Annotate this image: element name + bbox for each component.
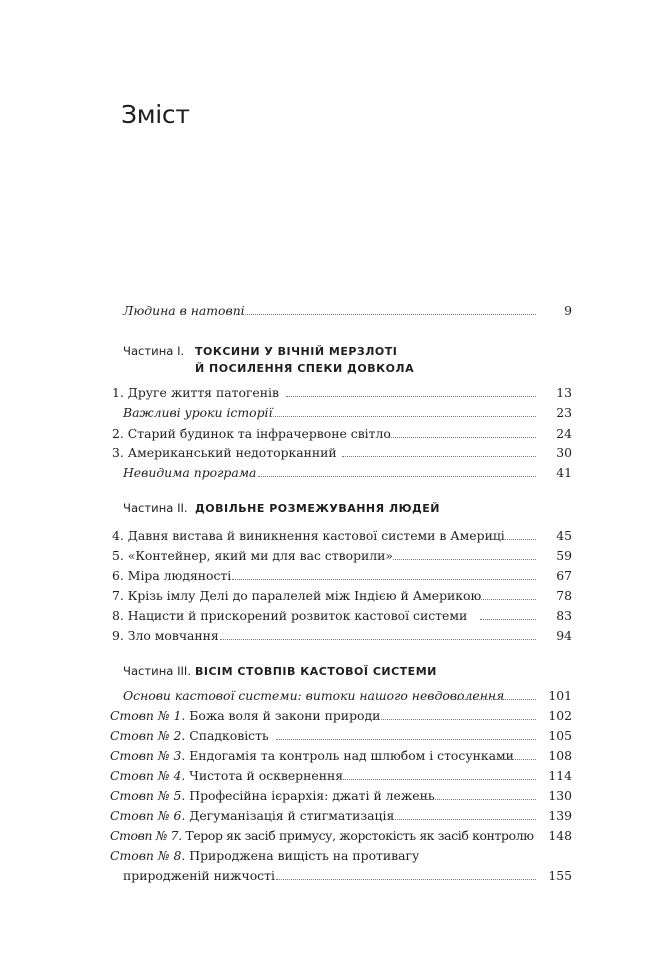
toc-entry-title: Людина в натовпі xyxy=(123,303,245,318)
toc-page-number: 83 xyxy=(556,608,572,623)
toc-page-number: 155 xyxy=(548,868,572,883)
toc-entry[interactable] xyxy=(0,403,668,423)
toc-page-number: 41 xyxy=(556,465,572,480)
pillar-title: Терор як засіб примусу, жорстокість як засіб контролю xyxy=(185,828,534,843)
toc-entry[interactable] xyxy=(0,726,668,746)
toc-entry-title: 7. Крізь імлу Делі до паралелей між Індією й Америкою xyxy=(112,588,482,603)
toc-page-number: 78 xyxy=(556,588,572,603)
part-title: ДОВІЛЬНЕ РОЗМЕЖУВАННЯ ЛЮДЕЙ xyxy=(195,502,441,515)
toc-page-number: 105 xyxy=(548,728,572,743)
dot-leader xyxy=(258,476,536,477)
part-label: Частина III. xyxy=(123,664,192,678)
toc-entry-title: Невидима програма xyxy=(123,465,257,480)
pillar-label: Стовп № 1. xyxy=(110,708,186,723)
toc-entry[interactable] xyxy=(0,806,668,826)
toc-entry[interactable] xyxy=(0,586,668,606)
toc-entry[interactable] xyxy=(0,424,668,444)
toc-entry-title xyxy=(110,726,269,746)
part-title-line2: Й ПОСИЛЕННЯ СПЕКИ ДОВКОЛА xyxy=(195,362,415,375)
part-title: ВІСІМ СТОВПІВ КАСТОВОЇ СИСТЕМИ xyxy=(195,665,437,678)
pillar-title: Божа воля й закони природи xyxy=(189,708,381,723)
toc-page-number: 101 xyxy=(548,688,572,703)
dot-leader xyxy=(376,719,536,720)
toc-entry[interactable] xyxy=(0,846,668,866)
toc-entry[interactable] xyxy=(0,626,668,646)
toc-page-number: 102 xyxy=(548,708,572,723)
pillar-title: Природжена вищість на противагу xyxy=(189,848,420,863)
toc-entry-title: Основи кастової системи: витоки нашого невдоволення xyxy=(123,688,505,703)
toc-entry[interactable] xyxy=(0,463,668,483)
dot-leader xyxy=(342,456,536,457)
toc-entry-title: 4. Давня вистава й виникнення кастової системи в Америці xyxy=(112,528,505,543)
toc-entry[interactable] xyxy=(0,566,668,586)
toc-entry-title: Важливі уроки історії xyxy=(123,405,273,420)
dot-leader xyxy=(270,416,536,417)
pillar-label: Стовп № 7. xyxy=(110,828,182,843)
toc-entry-title xyxy=(110,846,419,866)
toc-page-number: 30 xyxy=(556,445,572,460)
page-title: Зміст xyxy=(121,100,190,129)
part-heading xyxy=(123,661,437,682)
toc-entry-title xyxy=(110,766,343,786)
toc-page-number: 13 xyxy=(556,385,572,400)
toc-page-number: 130 xyxy=(548,788,572,803)
pillar-label: Стовп № 6. xyxy=(110,808,186,823)
toc-page-number: 9 xyxy=(564,303,572,318)
toc-entry-title: 2. Старий будинок та інфрачервоне світло xyxy=(112,426,391,441)
dot-leader xyxy=(276,739,536,740)
toc-entry[interactable] xyxy=(0,606,668,626)
dot-leader xyxy=(220,639,536,640)
toc-page-number: 148 xyxy=(548,828,572,843)
toc-page-number: 45 xyxy=(556,528,572,543)
toc-entry-title xyxy=(110,806,394,826)
toc-page-number: 139 xyxy=(548,808,572,823)
toc-entry-title xyxy=(110,746,514,766)
dot-leader xyxy=(276,879,536,880)
pillar-label: Стовп № 4. xyxy=(110,768,186,783)
dot-leader xyxy=(340,779,536,780)
dot-leader xyxy=(492,539,536,540)
toc-entry[interactable] xyxy=(0,526,668,546)
toc-page-number: 24 xyxy=(556,426,572,441)
pillar-title: Спадковість xyxy=(189,728,269,743)
dot-leader xyxy=(236,314,536,315)
part-label: Частина II. xyxy=(123,501,188,515)
toc-page-number: 59 xyxy=(556,548,572,563)
toc-entry-title: 5. «Контейнер, який ми для вас створили» xyxy=(112,548,393,563)
pillar-label: Стовп № 3. xyxy=(110,748,186,763)
dot-leader xyxy=(232,579,536,580)
toc-page-number: 23 xyxy=(556,405,572,420)
pillar-title: Ендогамія та контроль над шлюбом і стосунками xyxy=(189,748,514,763)
toc-entry[interactable] xyxy=(0,383,668,403)
dot-leader xyxy=(286,396,536,397)
toc-entry[interactable] xyxy=(0,686,668,706)
part-title: ТОКСИНИ У ВІЧНІЙ МЕРЗЛОТІ xyxy=(195,345,398,358)
dot-leader xyxy=(378,819,536,820)
toc-entry-title: 8. Нацисти й прискорений розвиток кастової системи xyxy=(112,608,468,623)
toc-entry-title: природженій нижчості xyxy=(123,868,275,883)
toc-page-number: 114 xyxy=(548,768,572,783)
toc-entry[interactable] xyxy=(0,443,668,463)
toc-entry-title xyxy=(110,786,435,806)
toc-page-number: 108 xyxy=(548,748,572,763)
toc-entry[interactable] xyxy=(0,706,668,726)
pillar-title: Дегуманізація й стигматизація xyxy=(189,808,395,823)
part-label: Частина І. xyxy=(123,344,185,358)
toc-entry[interactable] xyxy=(0,786,668,806)
toc-entry-title: 3. Американський недоторканний xyxy=(112,445,337,460)
pillar-label: Стовп № 5. xyxy=(110,788,186,803)
pillar-label: Стовп № 2. xyxy=(110,728,186,743)
toc-entry[interactable] xyxy=(0,826,668,846)
toc-entry[interactable] xyxy=(0,546,668,566)
dot-leader xyxy=(466,599,536,600)
pillar-title: Чистота й осквернення xyxy=(189,768,344,783)
dot-leader xyxy=(416,799,536,800)
dot-leader xyxy=(480,619,536,620)
dot-leader xyxy=(393,559,536,560)
toc-page-number: 94 xyxy=(556,628,572,643)
toc-entry[interactable] xyxy=(0,746,668,766)
dot-leader xyxy=(452,699,536,700)
toc-entry[interactable] xyxy=(0,301,668,321)
toc-entry-title: 6. Міра людяності xyxy=(112,568,232,583)
toc-entry-title xyxy=(110,706,380,726)
pillar-label: Стовп № 8. xyxy=(110,848,186,863)
toc-page-number: 67 xyxy=(556,568,572,583)
dot-leader xyxy=(498,759,536,760)
toc-entry-title: 9. Зло мовчання xyxy=(112,628,219,643)
dot-leader xyxy=(388,437,536,438)
toc-entry-continuation[interactable] xyxy=(0,866,668,886)
toc-entry-title: 1. Друге життя патогенів xyxy=(112,385,279,400)
part-heading xyxy=(123,498,440,519)
pillar-title: Професійна ієрархія: джаті й лежень xyxy=(189,788,435,803)
toc-entry-title xyxy=(110,826,534,846)
toc-entry[interactable] xyxy=(0,766,668,786)
